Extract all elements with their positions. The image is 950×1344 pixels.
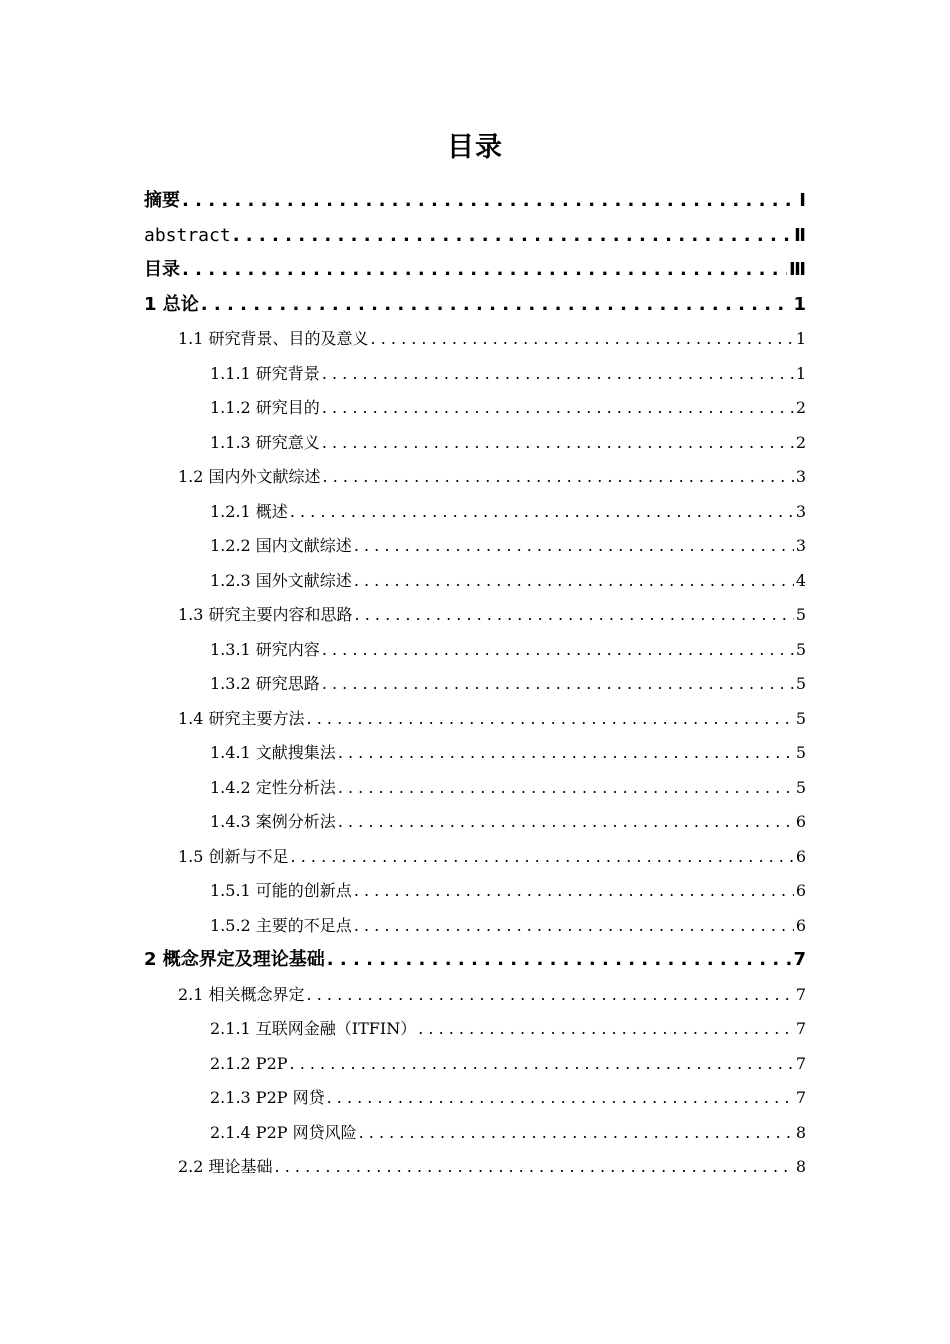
- toc-dot-leader: [322, 391, 794, 426]
- toc-dot-leader: [182, 184, 797, 219]
- toc-entry-page-number: 8: [795, 1157, 806, 1176]
- toc-entry[interactable]: [210, 1012, 806, 1047]
- toc-dot-leader: [354, 529, 794, 564]
- toc-entry[interactable]: [210, 874, 806, 909]
- toc-entry-label: 1.2 国内外文献综述: [178, 467, 321, 486]
- toc-entry-label: 1.1.3 研究意义: [210, 432, 320, 452]
- toc-entry[interactable]: [210, 564, 806, 599]
- toc-entry[interactable]: [210, 529, 806, 564]
- toc-dot-leader: [182, 253, 787, 288]
- toc-entry-label: 1.1.2 研究目的: [210, 398, 320, 417]
- toc-dot-leader: [355, 598, 794, 633]
- toc-entry-label: 1.4.2 定性分析法: [210, 777, 336, 797]
- toc-entry[interactable]: [178, 840, 806, 875]
- toc-entry-label: 1.4.1 文献搜集法: [210, 743, 336, 762]
- toc-entry[interactable]: [144, 288, 806, 323]
- toc-dot-leader: [371, 322, 794, 357]
- toc-dot-leader: [418, 1012, 794, 1047]
- toc-entry[interactable]: [210, 495, 806, 530]
- toc-entry-label: 1.2.2 国内文献综述: [210, 536, 352, 555]
- toc-entry[interactable]: [144, 219, 806, 254]
- toc-entry-label: 1.2.3 国外文献综述: [210, 570, 352, 590]
- toc-entry-page-number: 5: [795, 743, 806, 762]
- toc-entry[interactable]: [210, 391, 806, 426]
- toc-entry-page-number: 3: [795, 536, 806, 555]
- toc-entry-page-number: 7: [795, 984, 806, 1004]
- toc-entry-label: 1.5.1 可能的创新点: [210, 881, 352, 900]
- toc-dot-leader: [290, 1047, 794, 1082]
- toc-entry[interactable]: [210, 426, 806, 461]
- toc-entry-page-number: 8: [795, 1122, 806, 1142]
- toc-entry[interactable]: [210, 633, 806, 668]
- toc-entry-page-number: 7: [795, 1088, 806, 1107]
- toc-dot-leader: [307, 702, 794, 737]
- toc-entry-label: 2.1.4 P2P 网贷风险: [210, 1122, 357, 1142]
- toc-entry-page-number: 5: [795, 777, 806, 797]
- toc-entry-label: 1.4 研究主要方法: [178, 708, 305, 728]
- toc-entry-page-number: 3: [795, 501, 806, 521]
- toc-dot-leader: [322, 667, 794, 702]
- toc-entry-page-number: Ⅱ: [794, 224, 806, 246]
- toc-entry-label: abstract: [144, 224, 231, 246]
- toc-entry-page-number: 7: [793, 949, 806, 970]
- toc-entry[interactable]: [144, 184, 806, 219]
- toc-entry-page-number: 6: [795, 881, 806, 900]
- toc-dot-leader: [327, 1081, 794, 1116]
- toc-entry[interactable]: [210, 1081, 806, 1116]
- toc-dot-leader: [338, 736, 794, 771]
- toc-entry[interactable]: [210, 667, 806, 702]
- toc-entry-page-number: 5: [795, 639, 806, 659]
- toc-dot-leader: [322, 426, 794, 461]
- toc-dot-leader: [201, 288, 792, 323]
- toc-dot-leader: [322, 357, 794, 392]
- toc-entry-label: 1.3.2 研究思路: [210, 674, 320, 693]
- toc-entry-label: 2.2 理论基础: [178, 1157, 273, 1176]
- toc-entry-label: 1.3 研究主要内容和思路: [178, 605, 353, 624]
- toc-title: 目录: [447, 132, 503, 163]
- toc-entry-page-number: Ⅰ: [799, 190, 806, 211]
- toc-entry-page-number: 1: [795, 363, 806, 383]
- toc-dot-leader: [354, 874, 794, 909]
- toc-entry-label: 目录: [144, 259, 180, 280]
- toc-entry-label: 1.1 研究背景、目的及意义: [178, 329, 369, 348]
- toc-dot-leader: [354, 564, 794, 599]
- toc-dot-leader: [291, 840, 794, 875]
- toc-entry-page-number: 5: [795, 674, 806, 693]
- toc-dot-leader: [327, 943, 792, 978]
- toc-entry-page-number: 2: [795, 432, 806, 452]
- toc-entry-label: 1.4.3 案例分析法: [210, 812, 336, 831]
- toc-entry-label: 2.1.2 P2P: [210, 1053, 288, 1073]
- toc-dot-leader: [338, 805, 794, 840]
- toc-list: [0, 184, 950, 1185]
- toc-entry[interactable]: [210, 1116, 806, 1151]
- toc-entry-label: 摘要: [144, 190, 180, 211]
- toc-entry-page-number: 6: [795, 915, 806, 935]
- toc-dot-leader: [323, 460, 794, 495]
- toc-entry[interactable]: [178, 1150, 806, 1185]
- toc-entry-page-number: 5: [795, 605, 806, 624]
- toc-entry-page-number: 1: [793, 293, 806, 315]
- toc-entry[interactable]: [178, 978, 806, 1013]
- toc-entry-page-number: 4: [795, 570, 806, 590]
- toc-entry-label: 1.5.2 主要的不足点: [210, 915, 352, 935]
- toc-entry-label: 1.3.1 研究内容: [210, 639, 320, 659]
- toc-dot-leader: [307, 978, 794, 1013]
- toc-entry[interactable]: [178, 702, 806, 737]
- toc-dot-leader: [359, 1116, 794, 1151]
- toc-entry-page-number: 7: [795, 1019, 806, 1038]
- toc-entry[interactable]: [178, 598, 806, 633]
- toc-entry-page-number: 6: [795, 846, 806, 866]
- toc-entry-page-number: 3: [795, 467, 806, 486]
- toc-dot-leader: [290, 495, 794, 530]
- toc-dot-leader: [322, 633, 794, 668]
- toc-entry-page-number: Ⅲ: [788, 259, 806, 280]
- toc-entry-label: 1.1.1 研究背景: [210, 363, 320, 383]
- toc-dot-leader: [354, 909, 794, 944]
- toc-entry[interactable]: [210, 357, 806, 392]
- toc-entry-label: 2 概念界定及理论基础: [144, 949, 325, 970]
- toc-entry[interactable]: [178, 322, 806, 357]
- toc-entry-label: 1.2.1 概述: [210, 501, 288, 521]
- toc-entry[interactable]: [144, 943, 806, 978]
- toc-dot-leader: [338, 771, 794, 806]
- toc-entry[interactable]: [144, 253, 806, 288]
- toc-entry[interactable]: [210, 771, 806, 806]
- toc-entry-page-number: 2: [795, 398, 806, 417]
- toc-entry-page-number: 1: [795, 329, 806, 348]
- toc-entry-page-number: 5: [795, 708, 806, 728]
- toc-dot-leader: [275, 1150, 794, 1185]
- toc-entry[interactable]: [210, 1047, 806, 1082]
- toc-entry-label: 1 总论: [144, 293, 199, 315]
- toc-entry[interactable]: [178, 460, 806, 495]
- toc-entry-label: 1.5 创新与不足: [178, 846, 289, 866]
- toc-entry-label: 2.1.1 互联网金融（ITFIN）: [210, 1019, 417, 1038]
- toc-entry[interactable]: [210, 909, 806, 944]
- toc-entry[interactable]: [210, 736, 806, 771]
- toc-entry-label: 2.1 相关概念界定: [178, 984, 305, 1004]
- toc-dot-leader: [233, 219, 792, 254]
- toc-entry-label: 2.1.3 P2P 网贷: [210, 1088, 325, 1107]
- toc-entry-page-number: 6: [795, 812, 806, 831]
- toc-entry[interactable]: [210, 805, 806, 840]
- toc-entry-page-number: 7: [795, 1053, 806, 1073]
